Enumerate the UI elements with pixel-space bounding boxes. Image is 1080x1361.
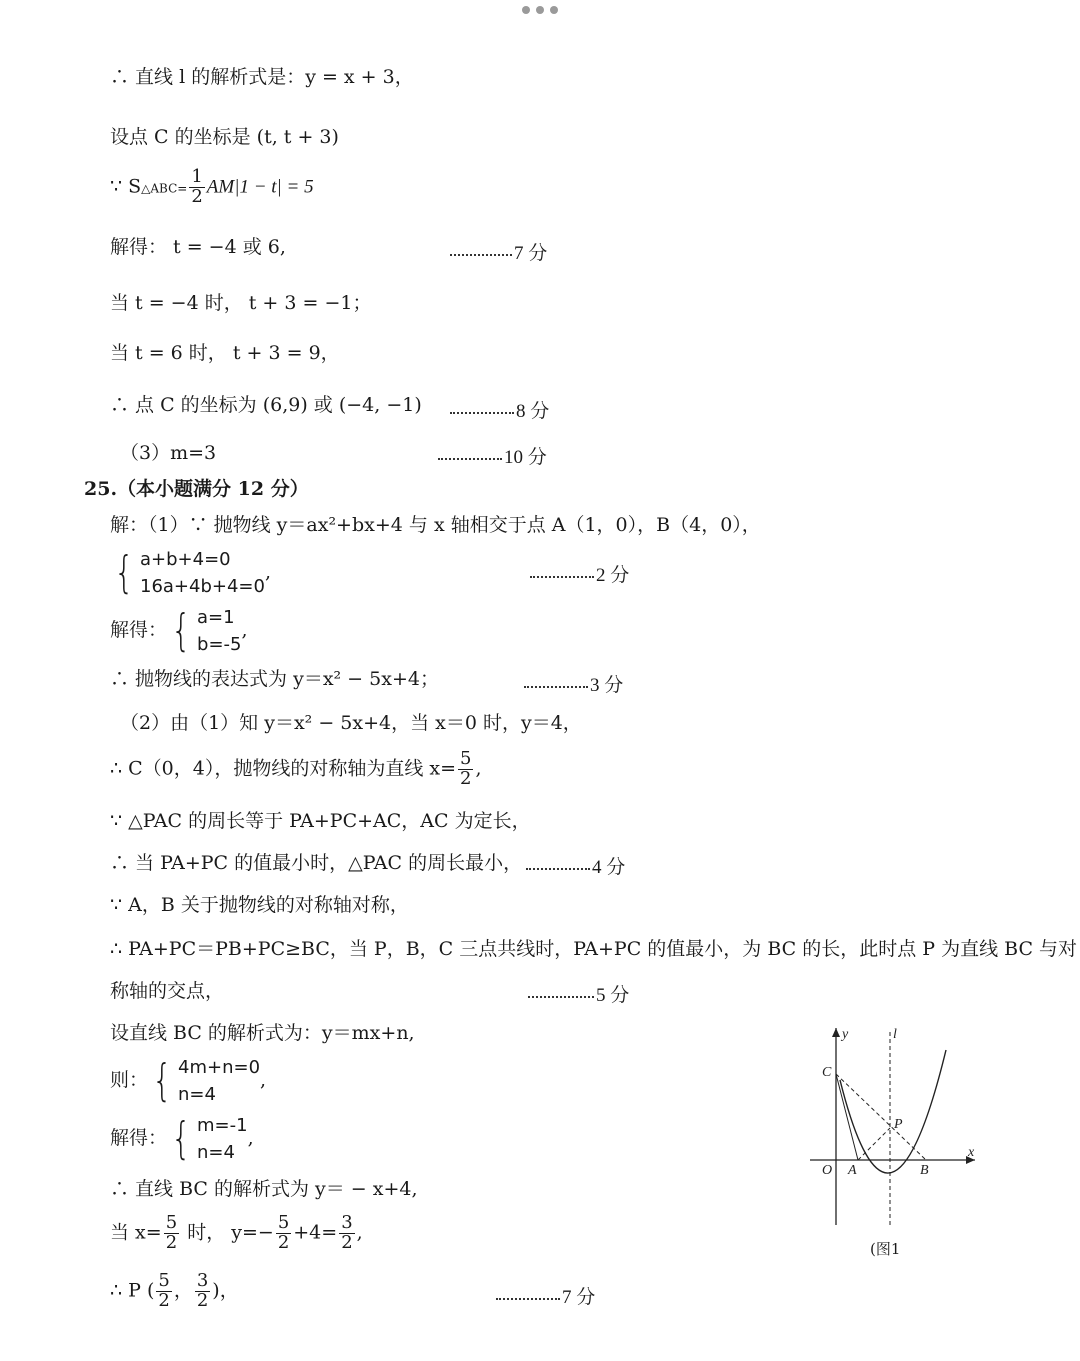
line-point-c-coord: 设点 C 的坐标是 (t, t + 3): [110, 126, 339, 148]
line-ab-symmetric: ∵ A，B 关于抛物线的对称轴对称，: [110, 894, 409, 916]
score-marker: 4 分: [526, 852, 625, 879]
line-case-t-6: 当 t = 6 时， t + 3 = 9，: [110, 342, 340, 364]
line-point-c-result: ∴ 点 C 的坐标为 (6,9) 或 (−4, −1): [110, 394, 422, 416]
line-bc-setup: 设直线 BC 的解析式为：y＝mx+n,: [110, 1022, 415, 1044]
line-system-1: { a+b+4=0 16a+4b+4=0 ,: [114, 547, 272, 598]
score-marker: 7 分: [496, 1282, 595, 1309]
parabola-figure: [800, 1020, 990, 1265]
line-intersection: 称轴的交点，: [110, 980, 225, 1002]
score-marker: 5 分: [528, 980, 629, 1007]
line-collinear: ∴ PA+PC＝PB+PC≥BC，当 P，B，C 三点共线时，PA+PC 的值最小，为 BC 的长，此时点 P 为直线 BC 与对: [110, 938, 1078, 960]
line-perimeter: ∵ △PAC 的周长等于 PA+PC+AC，AC 为定长，: [110, 810, 531, 832]
line-system-4: 解得： { m=-1 n=4 ,: [110, 1113, 254, 1164]
point-b-label: B: [920, 1163, 929, 1178]
line-system-2: 解得： { a=1 b=-5 ,: [110, 605, 248, 656]
line-part2-intro: （2）由（1）知 y＝x² − 5x+4，当 x＝0 时，y＝4，: [120, 712, 582, 734]
more-options-icon[interactable]: [522, 6, 558, 18]
line-part3-m: （3）m=3: [120, 442, 217, 464]
line-parabola-expression: ∴ 抛物线的表达式为 y＝x² − 5x+4；: [110, 668, 439, 690]
origin-label: O: [822, 1163, 833, 1178]
figure-caption: (图1: [870, 1240, 901, 1258]
score-marker: 2 分: [530, 560, 629, 587]
line-bc-expression: ∴ 直线 BC 的解析式为 y＝ − x+4,: [110, 1178, 418, 1200]
line-system-3: 则： { 4m+n=0 n=4 ,: [110, 1055, 267, 1106]
score-marker: 7 分: [450, 238, 547, 265]
symmetry-axis-label: l: [893, 1027, 897, 1042]
score-marker: 3 分: [524, 670, 623, 697]
line-solve-t: 解得： t = −4 或 6,: [110, 236, 286, 258]
point-a-label: A: [848, 1163, 857, 1178]
line-l-expression: ∴ 直线 l 的解析式是：y = x + 3，: [110, 66, 414, 88]
line-case-t-neg4: 当 t = −4 时， t + 3 = −1；: [110, 292, 372, 314]
x-axis-label: x: [968, 1145, 975, 1160]
line-axis-of-symmetry: ∴ C（0，4），抛物线的对称轴为直线 x= $\frac{5}{2}$ ,: [110, 748, 482, 789]
line-evaluate-y: 当 x= $\frac{5}{2}$ 时， y=− $\frac{5}{2}$ +4= $\frac{3}{2}$ ,: [110, 1212, 363, 1253]
score-marker: 8 分: [450, 396, 549, 423]
y-axis-label: y: [842, 1027, 849, 1042]
line-min-perimeter: ∴ 当 PA+PC 的值最小时，△PAC 的周长最小，: [110, 852, 523, 874]
score-marker: 10 分: [438, 442, 547, 469]
point-p-label: P: [894, 1117, 903, 1132]
line-parabola-given: 解：（1）∵ 抛物线 y＝ax²+bx+4 与 x 轴相交于点 A（1，0），B（4，0），: [110, 514, 761, 536]
line-point-p: ∴ P ( $\frac{5}{2}$ ， $\frac{3}{2}$ )，: [110, 1270, 239, 1311]
point-c-label: C: [822, 1065, 832, 1080]
line-area-equation: ∵ S△ABC= $\frac{1}{2}$ AM|1 − t| = 5: [110, 166, 314, 207]
question-25-heading: 25.（本小题满分 12 分）: [84, 478, 309, 500]
